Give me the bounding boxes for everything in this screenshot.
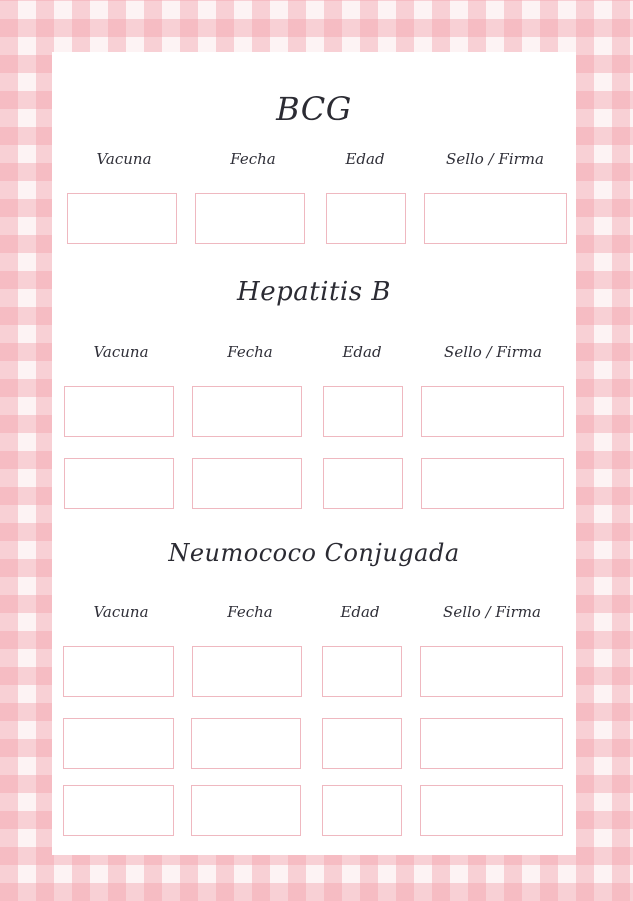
neumococo-row3-fecha-cell[interactable] [191, 785, 301, 836]
neumococo-row3-edad-cell[interactable] [322, 785, 402, 836]
vaccine-record-sheet [52, 52, 576, 855]
column-label-edad: Edad [340, 603, 380, 621]
column-label-fecha: Fecha [230, 150, 276, 168]
section-title-neumococo-conjugada: Neumococo Conjugada [168, 539, 460, 567]
hepatitis-b-row2-sello-firma-cell[interactable] [421, 458, 564, 509]
neumococo-row1-vacuna-cell[interactable] [63, 646, 174, 697]
column-label-sello-firma: Sello / Firma [446, 150, 544, 168]
hepatitis-b-row1-edad-cell[interactable] [323, 386, 403, 437]
neumococo-row2-fecha-cell[interactable] [191, 718, 301, 769]
column-label-sello-firma: Sello / Firma [444, 343, 542, 361]
column-label-sello-firma: Sello / Firma [443, 603, 541, 621]
hepatitis-b-row1-vacuna-cell[interactable] [64, 386, 174, 437]
neumococo-row2-sello-firma-cell[interactable] [420, 718, 563, 769]
hepatitis-b-row2-edad-cell[interactable] [323, 458, 403, 509]
neumococo-row1-sello-firma-cell[interactable] [420, 646, 563, 697]
neumococo-row2-vacuna-cell[interactable] [63, 718, 174, 769]
bcg-fecha-cell[interactable] [195, 193, 305, 244]
bcg-edad-cell[interactable] [326, 193, 406, 244]
column-label-edad: Edad [342, 343, 382, 361]
section-title-hepatitis-b: Hepatitis B [237, 277, 391, 307]
neumococo-row1-fecha-cell[interactable] [192, 646, 302, 697]
column-label-vacuna: Vacuna [93, 603, 149, 621]
column-label-vacuna: Vacuna [93, 343, 149, 361]
hepatitis-b-row2-fecha-cell[interactable] [192, 458, 302, 509]
column-label-edad: Edad [345, 150, 385, 168]
neumococo-row2-edad-cell[interactable] [322, 718, 402, 769]
column-label-fecha: Fecha [227, 343, 273, 361]
column-label-fecha: Fecha [227, 603, 273, 621]
bcg-vacuna-cell[interactable] [67, 193, 177, 244]
section-title-bcg: BCG [276, 90, 352, 128]
neumococo-row3-sello-firma-cell[interactable] [420, 785, 563, 836]
neumococo-row3-vacuna-cell[interactable] [63, 785, 174, 836]
hepatitis-b-row1-sello-firma-cell[interactable] [421, 386, 564, 437]
hepatitis-b-row2-vacuna-cell[interactable] [64, 458, 174, 509]
neumococo-row1-edad-cell[interactable] [322, 646, 402, 697]
bcg-sello-firma-cell[interactable] [424, 193, 567, 244]
column-label-vacuna: Vacuna [96, 150, 152, 168]
hepatitis-b-row1-fecha-cell[interactable] [192, 386, 302, 437]
